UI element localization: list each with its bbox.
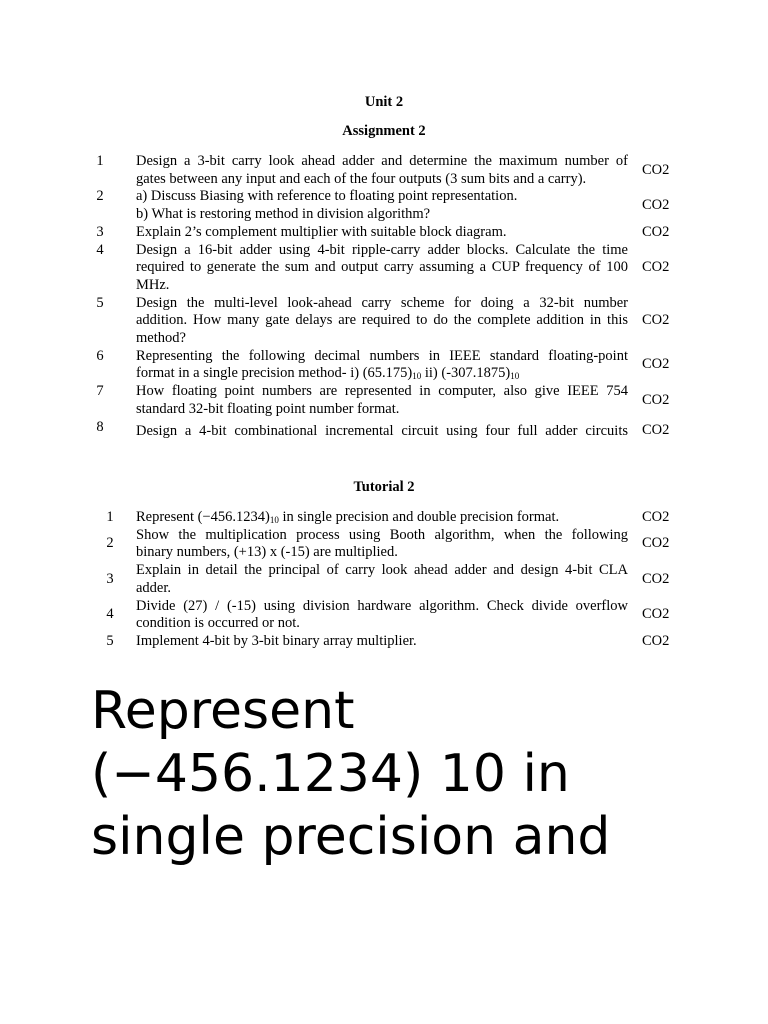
question-line: format in a single precision method- i) $(65.175)_{10}$ ii) $(-307.1875)_{10}$ <box>136 365 520 382</box>
course-outcome: CO2 <box>642 508 670 525</box>
assignment-list <box>0 153 768 440</box>
question-number: 7 <box>96 383 104 400</box>
question-line: condition is occurred or not. <box>136 615 300 632</box>
question-line: binary numbers, (+13) x (-15) are multiplied. <box>136 544 398 561</box>
question-text <box>136 633 628 651</box>
question-text <box>136 188 628 223</box>
question-line: Explain in detail the principal of carry look ahead adder and design 4-bit CLA <box>136 562 628 579</box>
question-number: 8 <box>96 418 104 435</box>
question-line: Design a 16-bit adder using 4-bit ripple-carry adder blocks. Calculate the time <box>136 241 628 258</box>
course-outcome: CO2 <box>642 197 670 214</box>
assignment-row <box>0 188 768 223</box>
assignment-row <box>0 418 768 441</box>
question-number: 3 <box>96 223 104 240</box>
question-text <box>136 562 628 597</box>
question-number: 2 <box>96 188 104 205</box>
question-line: Design the multi-level look-ahead carry scheme for doing a 32-bit number <box>136 294 628 311</box>
course-outcome: CO2 <box>642 391 670 408</box>
question-text <box>136 295 628 348</box>
tutorial-row <box>0 509 768 527</box>
course-outcome: CO2 <box>642 161 670 178</box>
question-number: 5 <box>106 632 114 649</box>
tutorial-row <box>0 598 768 633</box>
course-outcome: CO2 <box>642 535 670 552</box>
question-text <box>136 527 628 562</box>
tutorial-row <box>0 633 768 651</box>
question-number: 2 <box>106 535 114 552</box>
question-text <box>136 242 628 295</box>
assignment-row <box>0 242 768 295</box>
assignment-row <box>0 348 768 383</box>
assignment-row <box>0 224 768 242</box>
question-line: Divide (27) / (-15) using division hardware algorithm. Check divide overflow <box>136 597 628 614</box>
question-line: standard 32-bit floating point number format. <box>136 400 400 417</box>
course-outcome: CO2 <box>642 259 670 276</box>
question-number: 6 <box>96 347 104 364</box>
question-text <box>136 383 628 418</box>
question-number: 1 <box>106 508 114 525</box>
question-line: Show the multiplication process using Booth algorithm, when the following <box>136 526 628 543</box>
course-outcome: CO2 <box>642 422 670 439</box>
course-outcome: CO2 <box>642 570 670 587</box>
question-line: How floating point numbers are represented in computer, also give IEEE 754 <box>136 383 628 400</box>
question-text <box>136 423 628 441</box>
tutorial-title: Tutorial 2 <box>353 479 415 495</box>
assignment-row <box>0 153 768 188</box>
course-outcome: CO2 <box>642 223 670 240</box>
question-number: 1 <box>96 153 104 169</box>
assignment-row <box>0 383 768 418</box>
question-line: Explain 2’s complement multiplier with suitable block diagram. <box>136 223 507 240</box>
question-text <box>136 224 628 242</box>
assignment-title: Assignment 2 <box>342 123 426 139</box>
preview-line: single precision and <box>91 807 611 867</box>
question-line: b) What is restoring method in division algorithm? <box>136 206 431 223</box>
question-line: Design a 4-bit combinational incremental circuit using four full adder circuits <box>136 422 628 439</box>
question-number: 4 <box>106 606 114 623</box>
question-line: addition. How many gate delays are required to do the complete addition in this <box>136 312 628 329</box>
tutorial-row <box>0 527 768 562</box>
question-line: method? <box>136 330 186 347</box>
question-line: Representing the following decimal numbers in IEEE standard floating-point <box>136 347 628 364</box>
question-line: gates between any input and each of the four outputs (3 sum bits and a carry). <box>136 170 587 187</box>
question-line: required to generate the sum and output carry assuming a CUP frequency of 100 <box>136 259 628 276</box>
tutorial-row <box>0 562 768 597</box>
course-outcome: CO2 <box>642 356 670 373</box>
preview-line: Represent <box>91 681 355 741</box>
question-line: a) Discuss Biasing with reference to floating point representation. <box>136 188 518 205</box>
question-line: adder. <box>136 579 172 596</box>
question-line: Represent $(-456.1234)_{10}$ in single precision and double precision format. <box>136 509 560 525</box>
course-outcome: CO2 <box>642 632 670 649</box>
question-text <box>136 153 628 188</box>
question-line: Design a 3-bit carry look ahead adder and determine the maximum number of <box>136 153 628 169</box>
assignment-row <box>0 295 768 348</box>
preview-line: (−456.1234) 10 in <box>91 744 570 804</box>
unit-title: Unit 2 <box>364 94 404 110</box>
course-outcome: CO2 <box>642 606 670 623</box>
question-line: MHz. <box>136 276 170 293</box>
tutorial-list <box>0 509 768 651</box>
enlarged-text-preview <box>91 680 751 869</box>
question-number: 3 <box>106 570 114 587</box>
question-text <box>136 509 628 527</box>
question-number: 4 <box>96 241 104 258</box>
course-outcome: CO2 <box>642 312 670 329</box>
question-number: 5 <box>96 294 104 311</box>
question-text <box>136 348 628 383</box>
question-text <box>136 598 628 633</box>
question-line: Implement 4-bit by 3-bit binary array multiplier. <box>136 632 417 649</box>
